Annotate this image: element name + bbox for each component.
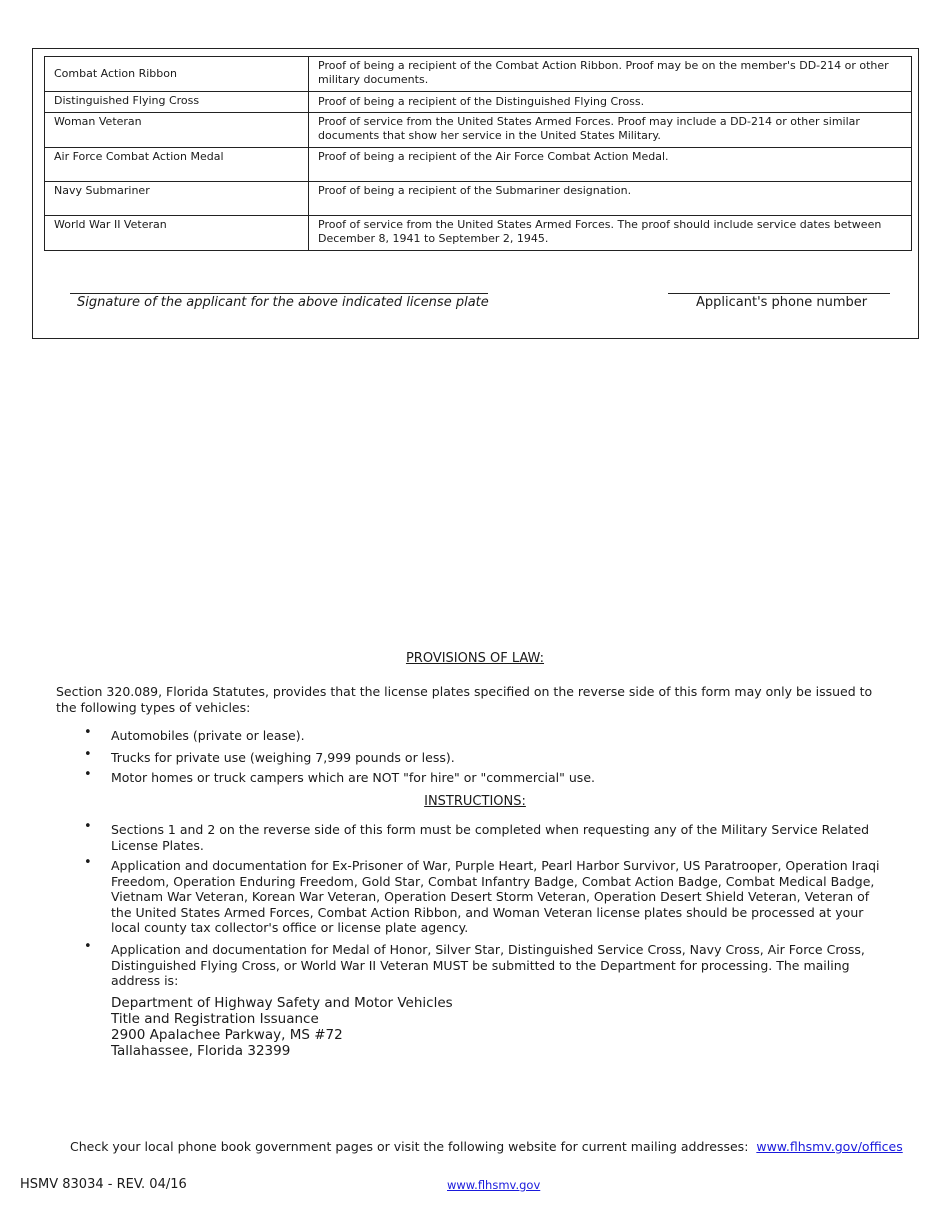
plate-name-cell: Woman Veteran — [45, 113, 309, 148]
provisions-title: PROVISIONS OF LAW: — [405, 651, 545, 666]
vehicle-item: Trucks for private use (weighing 7,999 pounds or less). — [111, 750, 455, 765]
provisions-text: Section 320.089, Florida Statutes, provides that the license plates specified on the reverse side of this form may only be issued to the following types of vehicles: — [56, 684, 873, 715]
footer-note — [70, 1139, 903, 1154]
proof-cell: Proof of service from the United States Armed Forces. The proof should include service dates between December 8, 1941 to September 2, 1945. — [309, 216, 912, 251]
instruction-item: Sections 1 and 2 on the reverse side of this form must be completed when requesting any of the Military Service Related License Plates. — [111, 822, 870, 853]
instruction-item: Application and documentation for Ex-Prisoner of War, Purple Heart, Pearl Harbor Survivor, US Paratrooper, Operation Iraqi Freedom, Operation Enduring Freedom, Gold Star, Combat Infantry Badge, Combat Action Badge, Combat Medical Badge, Vietnam War Veteran, Korean War Veteran, Operation Desert Storm Veteran, Operation Desert Shield Veteran, Veteran of the United States Armed Forces, Combat Action Ribbon, and Woman Veteran license plates should be processed at your local county tax collector's office or license plate agency. — [111, 858, 880, 935]
offices-link[interactable]: www.flhsmv.gov/offices — [756, 1139, 903, 1154]
address-line: Department of Highway Safety and Motor Vehicles — [111, 995, 453, 1011]
signature-label: Signature of the applicant for the above indicated license plate — [77, 295, 489, 310]
proof-cell: Proof of being a recipient of the Air Force Combat Action Medal. — [309, 148, 912, 182]
address-line: Title and Registration Issuance — [111, 1011, 319, 1027]
bullet-icon: • — [84, 855, 92, 870]
plate-name-cell: Combat Action Ribbon — [45, 57, 309, 92]
table-row — [45, 148, 912, 182]
table-row — [45, 113, 912, 148]
address-line: Tallahassee, Florida 32399 — [111, 1043, 291, 1059]
instruction-item: Application and documentation for Medal of Honor, Silver Star, Distinguished Service Cross, Navy Cross, Air Force Cross, Distinguished Flying Cross, or World War II Veteran MUST be submitted to the Department for processing. The mailing address is: — [111, 942, 865, 988]
plate-name-cell: Navy Submariner — [45, 182, 309, 216]
proof-cell: Proof of being a recipient of the Distinguished Flying Cross. — [309, 92, 912, 113]
vehicle-item: Motor homes or truck campers which are NOT "for hire" or "commercial" use. — [111, 770, 595, 785]
form-id: HSMV 83034 - REV. 04/16 — [20, 1177, 187, 1192]
vehicle-item: Automobiles (private or lease). — [111, 728, 305, 743]
plate-name-cell: World War II Veteran — [45, 216, 309, 251]
requirements-box — [32, 48, 919, 339]
plate-name-cell: Air Force Combat Action Medal — [45, 148, 309, 182]
bullet-icon: • — [84, 767, 92, 782]
plate-name-cell: Distinguished Flying Cross — [45, 92, 309, 113]
instructions-title: INSTRUCTIONS: — [424, 794, 526, 809]
address-line: 2900 Apalachee Parkway, MS #72 — [111, 1027, 343, 1043]
table-row — [45, 92, 912, 113]
phone-line[interactable] — [668, 293, 890, 294]
phone-label: Applicant's phone number — [696, 295, 868, 310]
requirements-table — [44, 56, 912, 251]
signature-line[interactable] — [70, 293, 488, 294]
bullet-icon: • — [84, 939, 92, 954]
bullet-icon: • — [84, 819, 92, 834]
proof-cell: Proof of being a recipient of the Combat Action Ribbon. Proof may be on the member's DD-214 or other military documents. — [309, 57, 912, 92]
table-row — [45, 216, 912, 251]
proof-cell: Proof of service from the United States Armed Forces. Proof may include a DD-214 or other similar documents that show her service in the United States Military. — [309, 113, 912, 148]
proof-cell: Proof of being a recipient of the Submariner designation. — [309, 182, 912, 216]
table-row — [45, 57, 912, 92]
bullet-icon: • — [84, 747, 92, 762]
mailing-address — [111, 995, 453, 1059]
bullet-icon: • — [84, 725, 92, 740]
website-link[interactable]: www.flhsmv.gov — [447, 1178, 541, 1192]
table-row — [45, 182, 912, 216]
footer-note-text: Check your local phone book government pages or visit the following website for current mailing addresses: — [70, 1139, 749, 1154]
